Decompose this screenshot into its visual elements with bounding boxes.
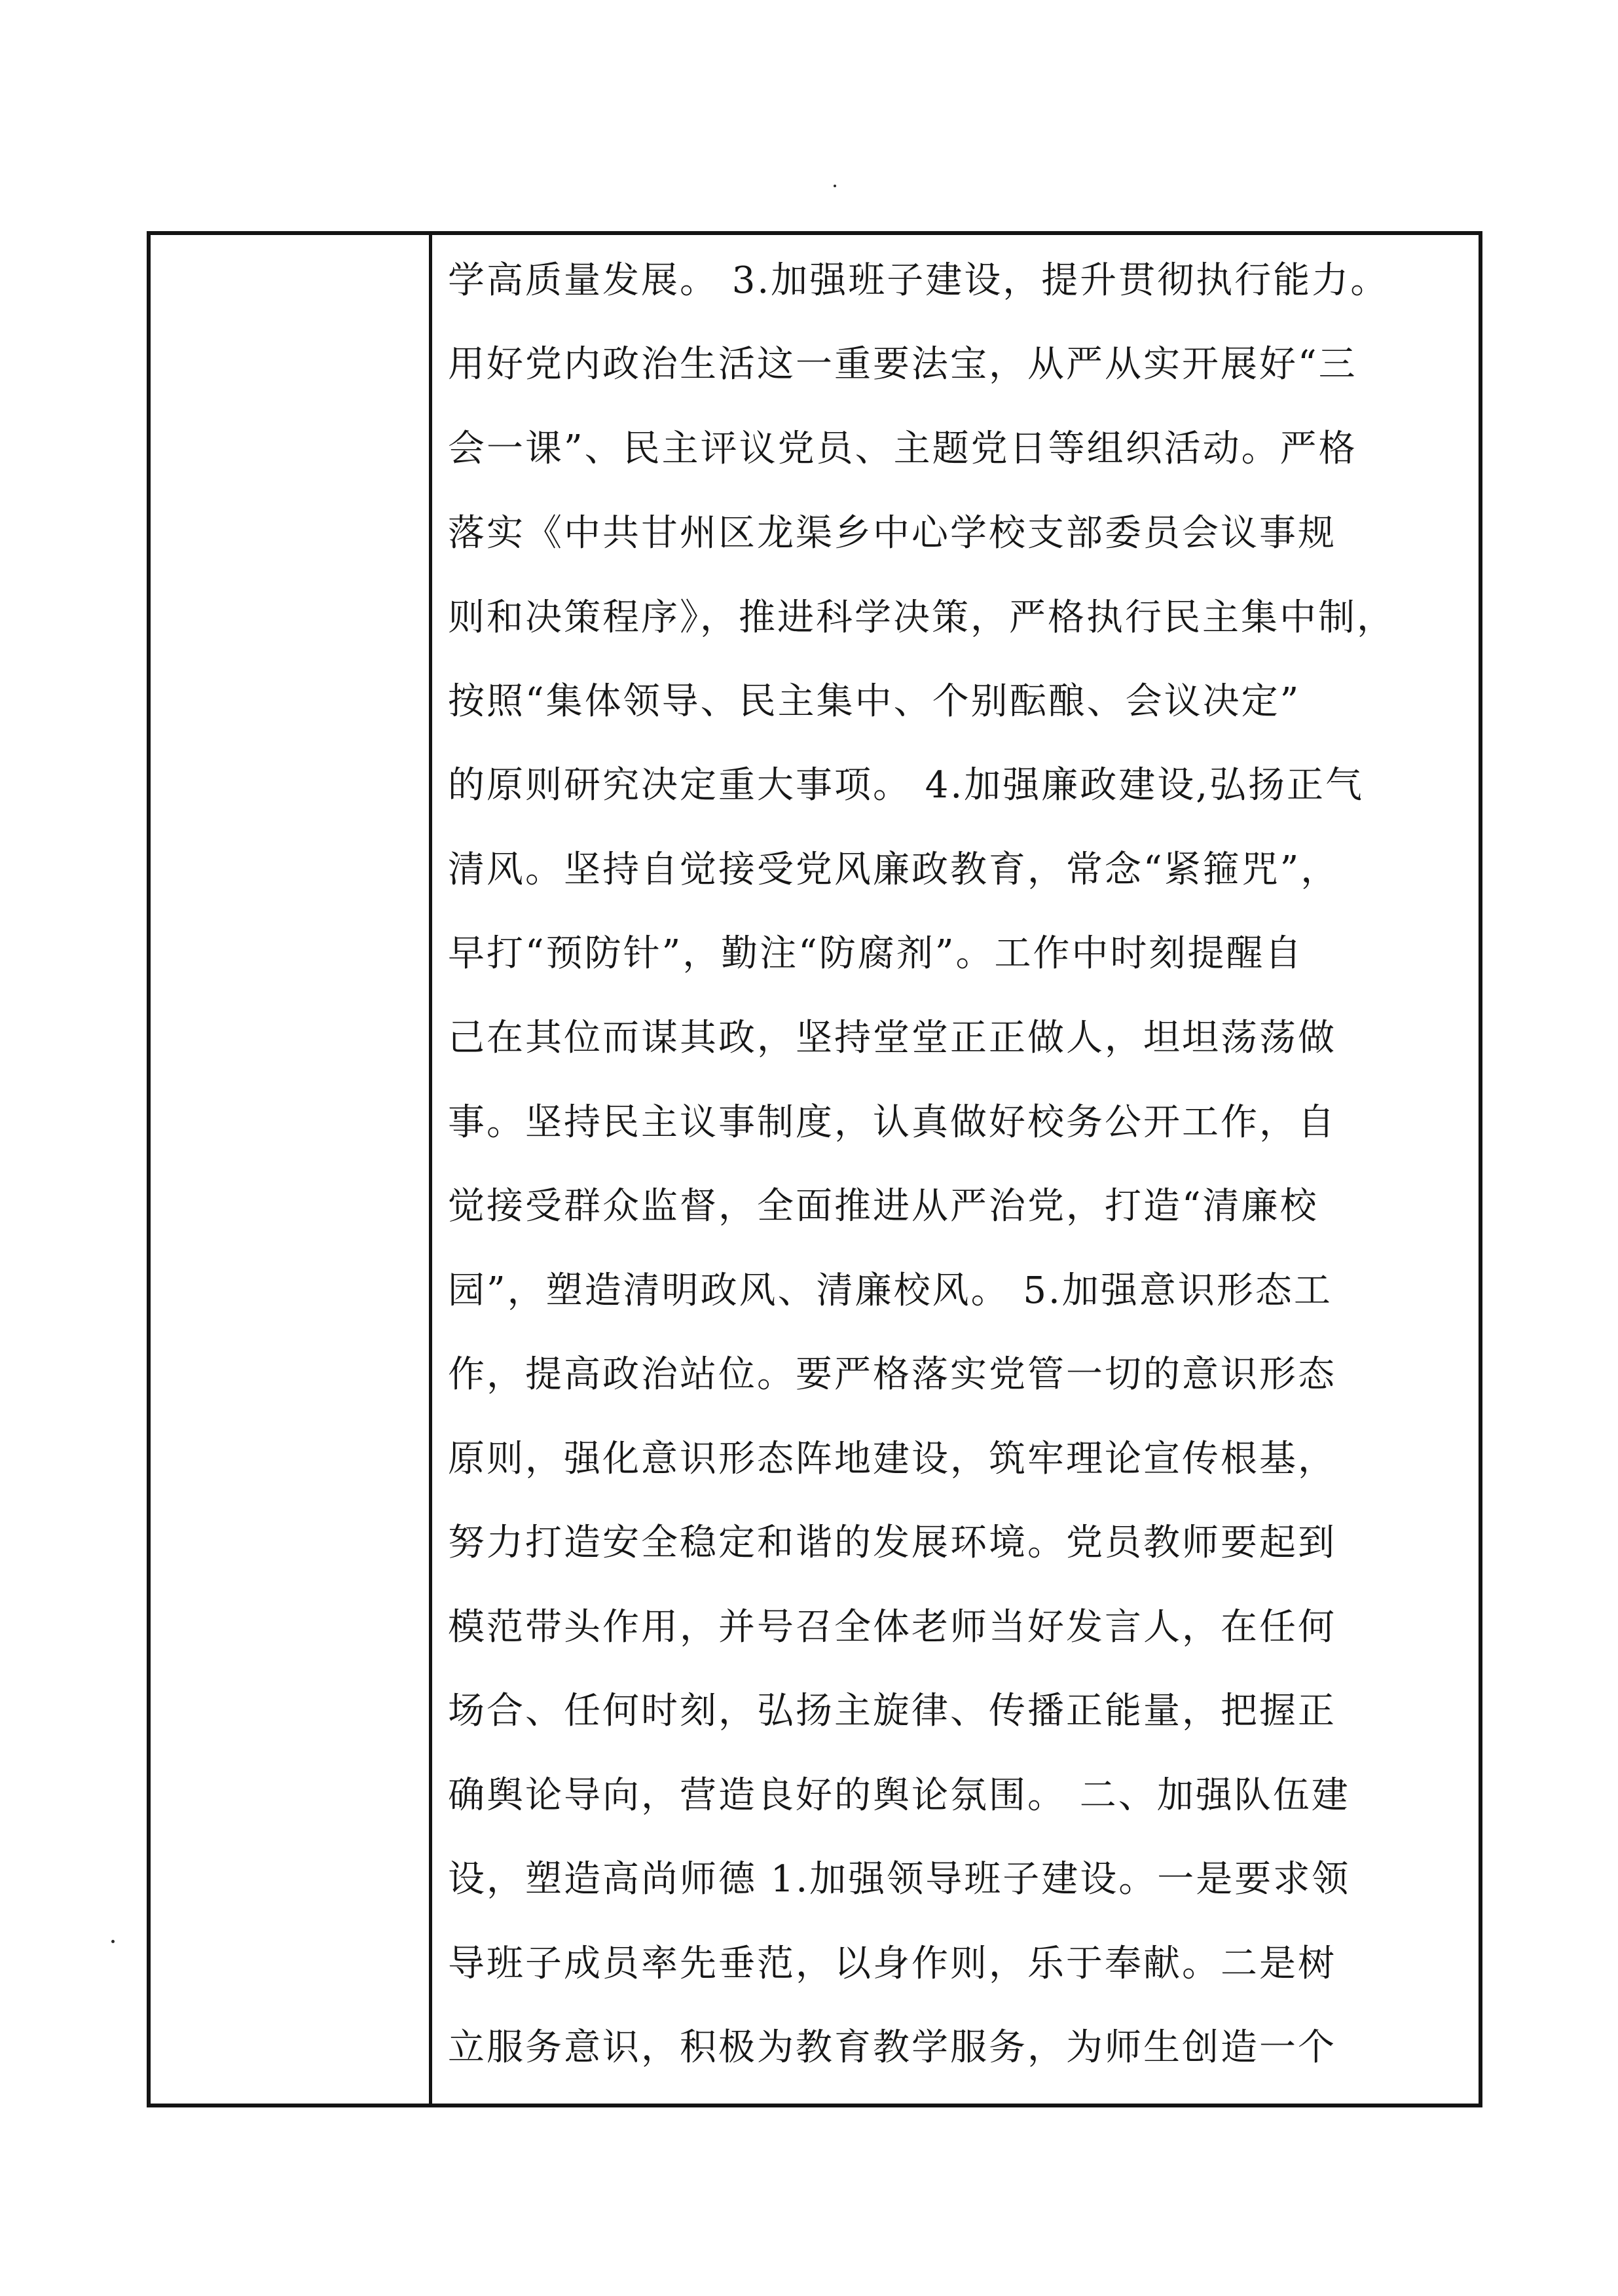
- text-line: 用好党内政治生活这一重要法宝，从严从实开展好“三: [448, 343, 1357, 386]
- text-line: 作，提高政治站位。要严格落实党管一切的意识形态: [448, 1353, 1336, 1396]
- text-line: 的原则研究决定重大事项。 4.加强廉政建设,弘扬正气: [448, 764, 1365, 807]
- text-line: 努力打造安全稳定和谐的发展环境。党员教师要起到: [448, 1522, 1336, 1564]
- text-line: 园”，塑造清明政风、清廉校风。 5.加强意识形态工: [448, 1269, 1333, 1312]
- text-line: 模范带头作用，并号召全体老师当好发言人，在任何: [448, 1606, 1336, 1649]
- document-table: [147, 231, 1482, 2107]
- text-line: 早打“预防针”，勤注“防腐剂”。工作中时刻提醒自: [448, 932, 1304, 975]
- text-line: 立服务意识，积极为教育教学服务，为师生创造一个: [448, 2026, 1336, 2069]
- text-line: 按照“集体领导、民主集中、个别酝酿、会议决定”: [448, 680, 1301, 723]
- text-line: 觉接受群众监督，全面推进从严治党，打造“清廉校: [448, 1185, 1319, 1228]
- scan-speck-left: [111, 1940, 115, 1943]
- text-line: 事。坚持民主议事制度，认真做好校务公开工作，自: [448, 1101, 1336, 1144]
- text-line: 落实《中共甘州区龙渠乡中心学校支部委员会议事规: [448, 512, 1336, 555]
- text-line: 清风。坚持自觉接受党风廉政教育，常念“紧箍咒”，: [448, 848, 1340, 891]
- text-line: 设，塑造高尚师德 1.加强领导班子建设。一是要求领: [448, 1858, 1351, 1901]
- scan-speck-top: [834, 185, 836, 187]
- text-line: 确舆论导向，营造良好的舆论氛围。 二、加强队伍建: [448, 1774, 1350, 1817]
- table-left-cell: [151, 235, 432, 2104]
- table-right-cell: [432, 235, 1479, 2104]
- text-line: 会一课”、民主评议党员、主题党日等组织活动。严格: [448, 428, 1357, 470]
- text-line: 场合、任何时刻，弘扬主旋律、传播正能量，把握正: [448, 1690, 1336, 1732]
- text-line: 己在其位而谋其政，坚持堂堂正正做人，坦坦荡荡做: [448, 1017, 1336, 1059]
- text-line: 学高质量发展。 3.加强班子建设，提升贯彻执行能力。: [448, 259, 1389, 302]
- text-line: 原则，强化意识形态阵地建设，筑牢理论宣传根基，: [448, 1438, 1336, 1480]
- text-line: 导班子成员率先垂范，以身作则，乐于奉献。二是树: [448, 1942, 1336, 1985]
- text-line: 则和决策程序》，推进科学决策，严格执行民主集中制，: [448, 596, 1395, 639]
